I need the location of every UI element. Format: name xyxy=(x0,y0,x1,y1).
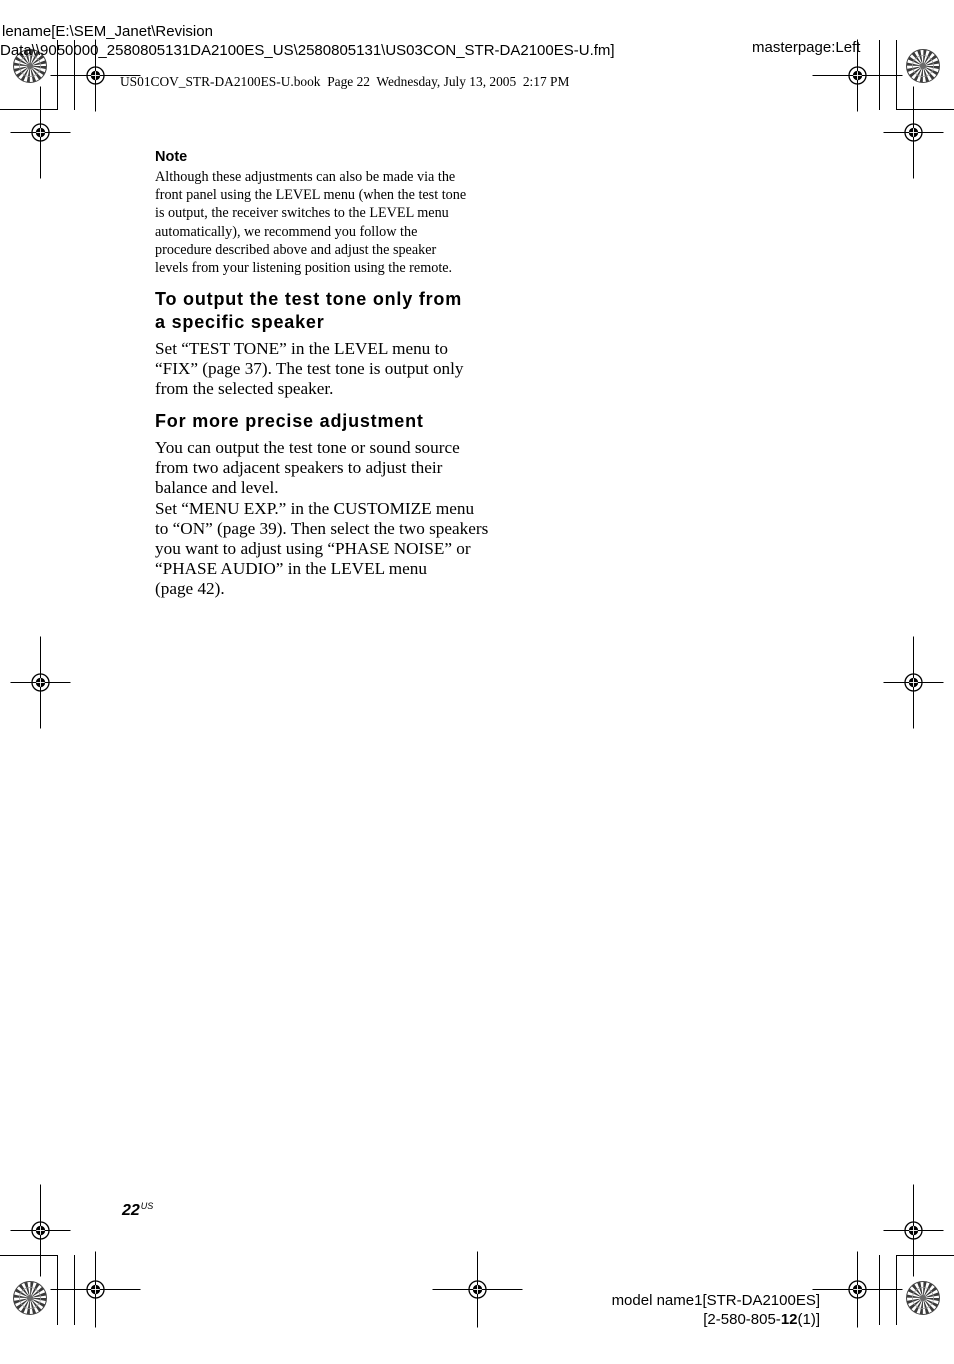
body-line: balance and level. xyxy=(155,478,279,498)
book-info-line: US01COV_STR-DA2100ES-U.book Page 22 Wednesday, July 13, 2005 2:17 PM xyxy=(120,74,570,89)
registration-mark-icon xyxy=(884,1185,944,1277)
file-path-line: Data\\9050000_2580805131DA2100ES_US\2580805131\US03CON_STR-DA2100ES-U.fm] xyxy=(0,42,615,59)
body-line: “FIX” (page 37). The test tone is output only xyxy=(155,359,464,379)
body-line: “PHASE AUDIO” in the LEVEL menu xyxy=(155,559,427,579)
section-body xyxy=(155,438,489,600)
body-line: You can output the test tone or sound source xyxy=(155,438,460,457)
section-heading-line: a specific speaker xyxy=(155,311,325,332)
body-line: you want to adjust using “PHASE NOISE” or xyxy=(155,539,471,559)
body-line: (page 42). xyxy=(155,579,225,599)
note-text xyxy=(155,168,485,277)
part-number xyxy=(612,1310,820,1329)
registration-mark-icon xyxy=(11,87,71,179)
section-heading xyxy=(155,410,485,433)
note-line: is output, the receiver switches to the LEVEL menu xyxy=(155,205,449,222)
body-line: from the selected speaker. xyxy=(155,379,334,399)
masterpage-label: masterpage:Left xyxy=(752,39,861,56)
body-line: to “ON” (page 39). Then select the two speakers xyxy=(155,518,489,538)
body-line: Set “TEST TONE” in the LEVEL menu to xyxy=(155,339,448,358)
registration-mark-icon xyxy=(11,1185,71,1277)
note-line: front panel using the LEVEL menu (when the test tone xyxy=(155,187,467,204)
note-label: Note xyxy=(155,149,188,165)
note-line: levels from your listening position using the remote. xyxy=(155,260,453,277)
registration-mark-icon xyxy=(884,637,944,729)
model-info xyxy=(612,1291,820,1329)
page-number-suffix: US xyxy=(140,1201,154,1211)
section-heading-line: For more precise adjustment xyxy=(155,410,424,431)
registration-mark-icon xyxy=(813,1252,903,1328)
note-line: automatically), we recommend you follow the xyxy=(155,223,418,240)
note-line: Although these adjustments can also be made via the xyxy=(155,169,456,185)
registration-mark-icon xyxy=(433,1252,523,1328)
registration-mark-icon xyxy=(11,637,71,729)
section-heading-line: To output the test tone only from xyxy=(155,288,463,309)
starburst-target-icon xyxy=(907,50,940,83)
registration-mark-icon xyxy=(884,87,944,179)
starburst-target-icon xyxy=(14,1282,47,1315)
file-path-header xyxy=(0,22,615,60)
body-line: Set “MENU EXP.” in the CUSTOMIZE menu xyxy=(155,498,475,518)
section-body xyxy=(155,339,485,400)
part-number-revision: 12 xyxy=(780,1310,798,1328)
starburst-target-icon xyxy=(907,1282,940,1315)
file-path-line: lename[E:\SEM_Janet\Revision xyxy=(2,23,213,40)
page-number-value: 22 xyxy=(122,1202,140,1219)
note-line: procedure described above and adjust the speaker xyxy=(155,241,437,258)
body-line: from two adjacent speakers to adjust their xyxy=(155,458,443,478)
registration-mark-icon xyxy=(51,1252,141,1328)
section-heading xyxy=(155,288,485,334)
part-number-suffix: (1)] xyxy=(797,1310,820,1328)
part-number-prefix: [2-580-805- xyxy=(703,1310,781,1328)
page-number xyxy=(122,1196,153,1221)
model-name: model name1[STR-DA2100ES] xyxy=(611,1291,820,1309)
